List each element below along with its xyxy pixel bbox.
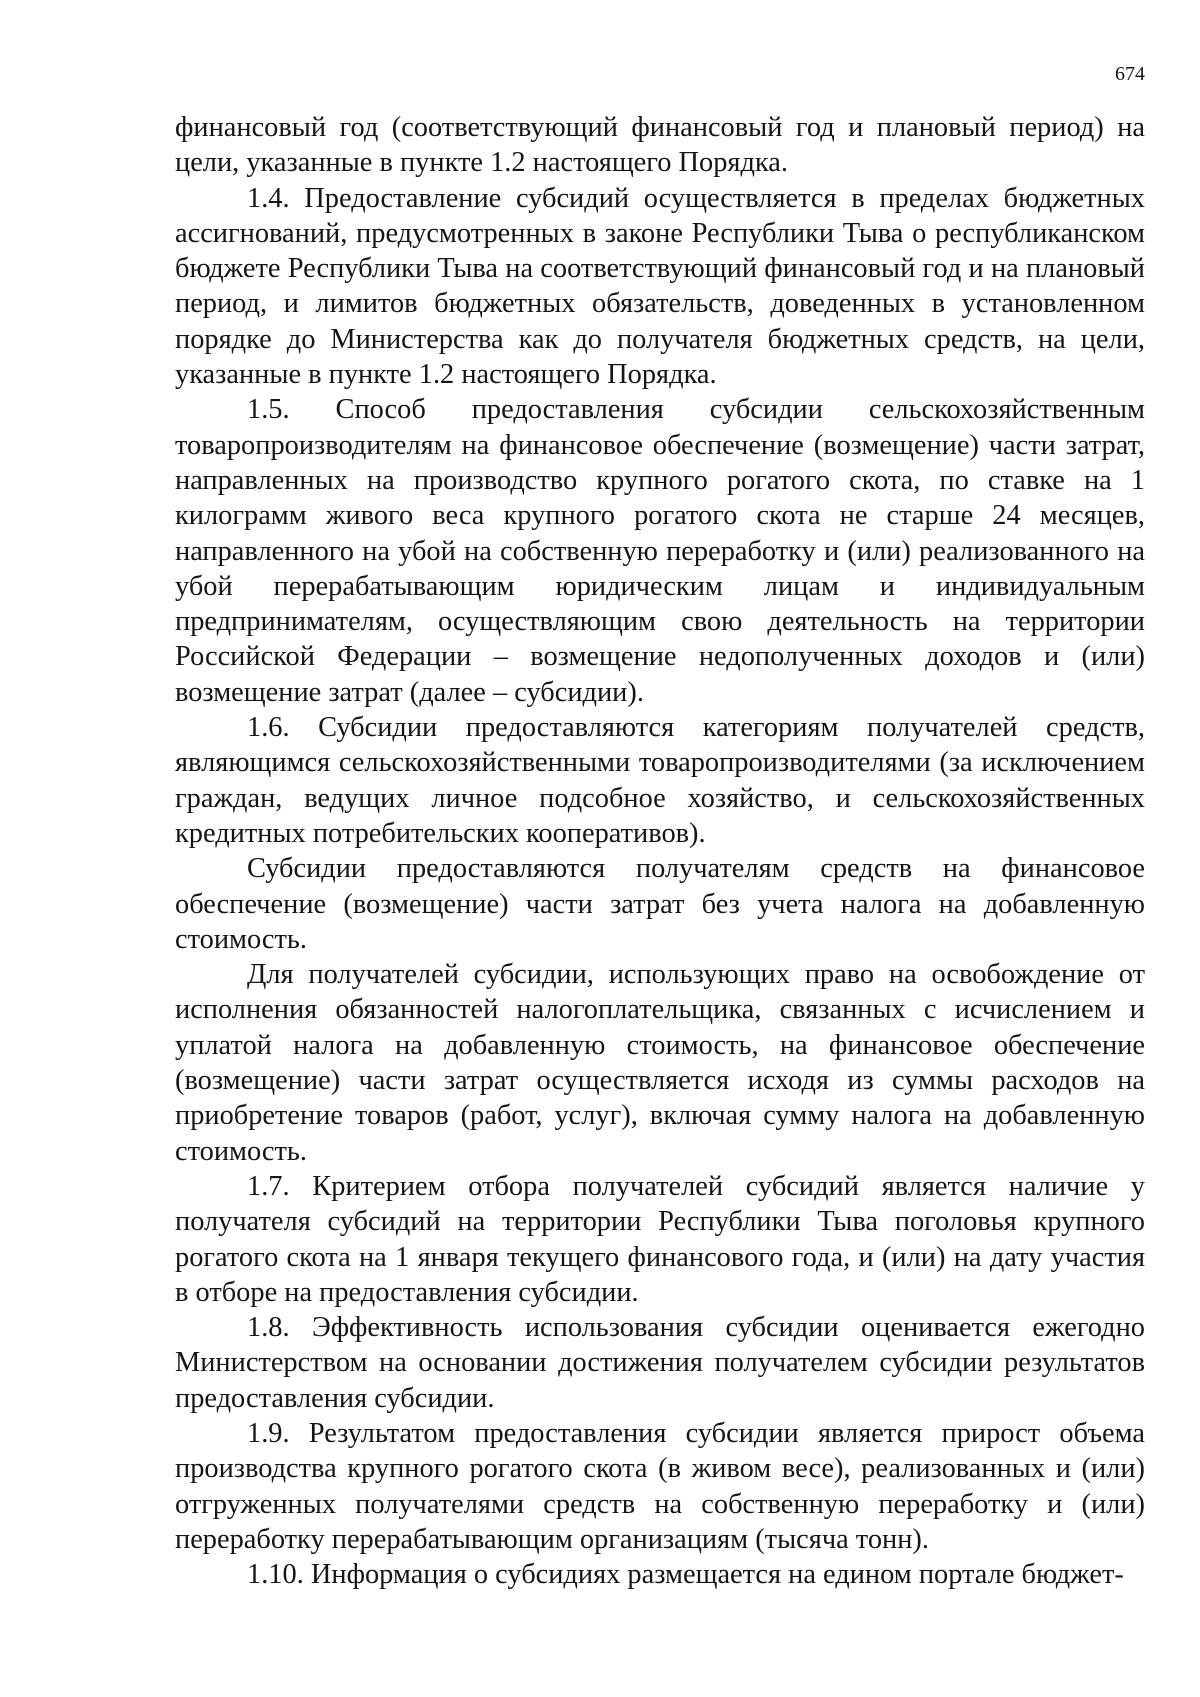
paragraph-1-9: 1.9. Результатом предоставления субсидии является прирост объема производства крупного рогатого скота (в живом весе), реализованных и (или) отгруженных получателями средств на собственную переработку и (или) переработку перерабатывающим организациям (тысяча тонн). [175, 1417, 1145, 1555]
page-number: 674 [1115, 63, 1145, 85]
paragraph-subsidies-vat: Субсидии предоставляются получателям средств на финансовое обеспечение (возмещение) части затрат без учета налога на добавленную стоимость. [175, 853, 1145, 955]
paragraph-1-4: 1.4. Предоставление субсидий осуществляется в пределах бюджетных ассигнований, предусмотренных в законе Республики Тыва о республиканском бюджете Республики Тыва на соответствующий финансовый год и на плановый период, и лимитов бюджетных обязательств, доведенных в установленном порядке до Министерства как до получателя бюджетных средств, на цели, указанные в пункте 1.2 настоящего Порядка. [175, 182, 1145, 391]
document-body [175, 110, 1145, 1592]
paragraph-1-6: 1.6. Субсидии предоставляются категориям получателей средств, являющимся сельскохозяйственными товаропроизводителями (за исключением граждан, ведущих личное подсобное хозяйство, и сельскохозяйственных кредитных потребительских кооперативов). [175, 712, 1145, 849]
paragraph-1-8: 1.8. Эффективность использования субсидии оценивается ежегодно Министерством на основании достижения получателем субсидии результатов предоставления субсидии. [175, 1312, 1145, 1414]
paragraph-1-10: 1.10. Информация о субсидиях размещается на едином портале бюджет- [247, 1559, 1124, 1591]
paragraph-1-5: 1.5. Способ предоставления субсидии сельскохозяйственным товаропроизводителям на финансовое обеспечение (возмещение) части затрат, направленных на производство крупного рогатого скота, по ставке на 1 килограмм живого веса крупного рогатого скота не старше 24 месяцев, направленного на убой на собственную переработку и (или) реализованного на убой перерабатывающим юридическим лицам и индивидуальным предпринимателям, осуществляющим свою деятельность на территории Российской Федерации – возмещение недополученных доходов и (или) возмещение затрат (далее – субсидии). [175, 394, 1145, 708]
paragraph-continuation: финансовый год (соответствующий финансовый год и плановый период) на цели, указанные в пункте 1.2 настоящего Порядка. [175, 112, 1145, 179]
paragraph-vat-exemption: Для получателей субсидии, использующих право на освобождение от исполнения обязанностей налогоплательщика, связанных с исчислением и уплатой налога на добавленную стоимость, на финансовое обеспечение (возмещение) части затрат осуществляется исходя из суммы расходов на приобретение товаров (работ, услуг), включая сумму налога на добавленную стоимость. [175, 959, 1145, 1167]
paragraph-1-7: 1.7. Критерием отбора получателей субсидий является наличие у получателя субсидий на территории Республики Тыва поголовья крупного рогатого скота на 1 января текущего финансового года, и (или) на дату участия в отборе на предоставления субсидии. [175, 1170, 1145, 1308]
